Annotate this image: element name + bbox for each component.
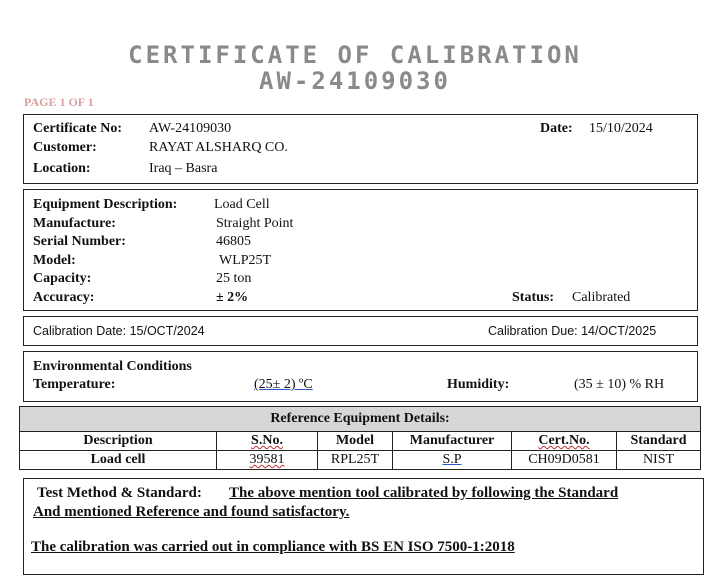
col-standard: Standard (617, 432, 701, 451)
reference-equipment-table (19, 406, 701, 470)
col-model: Model (318, 432, 393, 451)
cell-model: RPL25T (318, 451, 393, 470)
date-value: 15/10/2024 (589, 121, 653, 136)
capacity-value: 25 ton (216, 271, 252, 286)
model-value: WLP25T (219, 253, 272, 268)
customer-label: Customer: (33, 140, 97, 155)
reference-table-heading: Reference Equipment Details: (20, 407, 701, 432)
status-label: Status: (512, 290, 555, 305)
page-indicator: PAGE 1 OF 1 (24, 95, 94, 109)
accuracy-value: ± 2% (216, 290, 249, 305)
accuracy-label: Accuracy: (33, 290, 95, 305)
compliance-statement: The calibration was carried out in compliance with BS EN ISO 7500-1:2018 (31, 539, 515, 555)
cell-serial-no: 39581 (217, 451, 318, 470)
certificate-number-title: AW-24109030 (259, 67, 451, 95)
customer-info-box (23, 114, 698, 184)
col-cert-no: Cert.No. (512, 432, 617, 451)
cell-manufacturer: S.P (393, 451, 512, 470)
manufacture-label: Manufacture: (33, 216, 116, 231)
temperature-value: (25± 2) ºC (254, 377, 313, 392)
col-serial-no: S.No. (217, 432, 318, 451)
certificate-title: CERTIFICATE OF CALIBRATION (128, 41, 582, 69)
cell-description: Load cell (20, 451, 217, 470)
test-method-line2: And mentioned Reference and found satisfactory. (33, 504, 350, 520)
status-value: Calibrated (572, 290, 631, 305)
cell-standard: NIST (617, 451, 701, 470)
location-label: Location: (33, 161, 91, 176)
manufacture-value: Straight Point (216, 216, 294, 231)
environment-box (23, 351, 698, 402)
test-method-line1: The above mention tool calibrated by following the Standard (229, 485, 619, 501)
col-manufacturer: Manufacturer (393, 432, 512, 451)
calibration-date: Calibration Date: 15/OCT/2024 (33, 324, 205, 338)
calibration-dates-box (23, 316, 698, 346)
cert-no-label: Certificate No: (33, 121, 123, 136)
customer-value: RAYAT ALSHARQ CO. (149, 140, 288, 155)
cell-cert-no: CH09D0581 (512, 451, 617, 470)
col-description: Description (20, 432, 217, 451)
calibration-due-date: Calibration Due: 14/OCT/2025 (488, 324, 657, 338)
table-row (20, 451, 701, 470)
humidity-label: Humidity: (447, 377, 510, 392)
equipment-info-box (23, 189, 698, 311)
table-header-row (20, 432, 701, 451)
equipment-description-value: Load Cell (214, 197, 270, 212)
temperature-label: Temperature: (33, 377, 116, 392)
environment-heading: Environmental Conditions (33, 359, 192, 374)
capacity-label: Capacity: (33, 271, 92, 286)
equipment-description-label: Equipment Description: (33, 197, 178, 212)
date-label: Date: (540, 121, 573, 136)
test-method-label: Test Method & Standard: (37, 485, 202, 501)
location-value: Iraq – Basra (149, 161, 218, 176)
humidity-value: (35 ± 10) % RH (574, 377, 665, 392)
serial-number-label: Serial Number: (33, 234, 126, 249)
cert-no-value: AW-24109030 (149, 121, 232, 136)
test-method-box (23, 478, 704, 575)
serial-number-value: 46805 (216, 234, 251, 249)
model-label: Model: (33, 253, 76, 268)
